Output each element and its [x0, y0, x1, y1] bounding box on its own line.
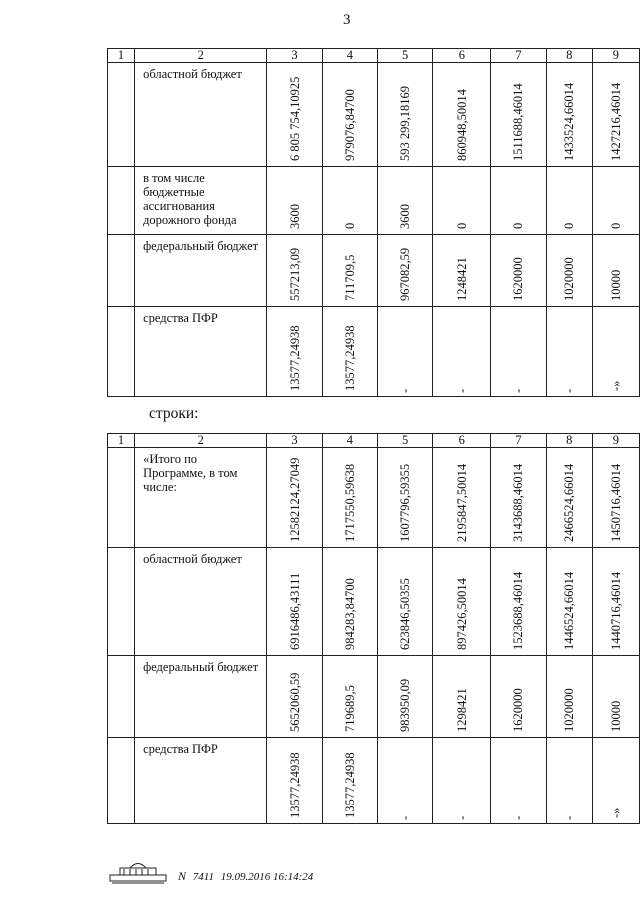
number-sign: N [178, 869, 187, 883]
value-text: 1298421 [454, 688, 469, 732]
value-text: -» [608, 807, 623, 818]
value-cell [433, 63, 491, 167]
document-datetime: 19.09.2016 16:14:24 [220, 871, 314, 883]
value-cell [546, 738, 592, 824]
row-number-cell [108, 548, 135, 656]
col-num-2: 2 [135, 434, 267, 448]
value-text: - [562, 815, 577, 820]
value-cell [546, 63, 592, 167]
value-text: 6 805 754,10925 [287, 76, 302, 161]
value-cell [322, 63, 377, 167]
value-cell [491, 63, 546, 167]
value-text: 1620000 [511, 257, 526, 301]
col-num-4: 4 [322, 434, 377, 448]
row-label: средства ПФР [135, 738, 267, 824]
ministry-seal-icon [108, 857, 168, 885]
value-text: 1248421 [454, 257, 469, 301]
value-text: 1511688,46014 [511, 83, 526, 161]
value-text: - [454, 815, 469, 820]
value-cell [267, 548, 322, 656]
value-text: 3600 [398, 204, 413, 229]
value-text: 593 299,18169 [398, 86, 413, 161]
value-cell [433, 307, 491, 397]
value-text: 1446524,66014 [562, 571, 577, 650]
value-cell [322, 235, 377, 307]
document-registration [178, 869, 313, 884]
value-text: 1717550,59638 [342, 463, 357, 542]
value-cell [433, 548, 491, 656]
value-text: 10000 [608, 700, 623, 732]
column-number-row [108, 49, 640, 63]
value-text: 1427216,46014 [608, 82, 623, 161]
value-text: 967082,59 [398, 247, 413, 301]
row-number-cell [108, 167, 135, 235]
value-text: 897426,50014 [454, 578, 469, 650]
value-text: 10000 [608, 269, 623, 301]
value-text: 3143688,46014 [511, 463, 526, 542]
value-text: - [511, 815, 526, 820]
value-text: 2466524,66014 [562, 463, 577, 542]
value-cell [378, 307, 433, 397]
value-cell [491, 307, 546, 397]
value-cell [377, 656, 432, 738]
value-cell [433, 448, 491, 548]
row-label: областной бюджет [135, 548, 267, 656]
value-text: 3600 [287, 204, 302, 229]
row-number-cell [108, 448, 135, 548]
value-text: 1020000 [562, 257, 577, 301]
col-num-2: 2 [135, 49, 267, 63]
value-text: 12582124,27049 [287, 457, 302, 542]
value-cell [267, 307, 322, 397]
value-cell [546, 448, 592, 548]
value-cell [322, 307, 377, 397]
value-cell [546, 235, 592, 307]
col-num-5: 5 [377, 434, 432, 448]
value-cell [377, 738, 432, 824]
col-num-8: 8 [546, 434, 592, 448]
value-text: 983950,09 [398, 678, 413, 732]
value-text: - [398, 815, 413, 820]
value-text: 719689,5 [342, 685, 357, 732]
value-text: 0 [562, 222, 577, 229]
value-cell [433, 738, 491, 824]
value-cell [592, 63, 639, 167]
col-num-4: 4 [322, 49, 377, 63]
table-row [108, 738, 640, 824]
value-cell [491, 167, 546, 235]
value-cell [433, 235, 491, 307]
value-cell [267, 448, 322, 548]
table-row [108, 448, 640, 548]
table-continuation [107, 48, 640, 397]
value-text: 5652060,59 [287, 672, 302, 732]
value-text: 1020000 [562, 688, 577, 732]
row-label: средства ПФР [135, 307, 267, 397]
value-cell [267, 738, 322, 824]
value-cell [546, 548, 592, 656]
table-row [108, 656, 640, 738]
column-number-row [108, 434, 640, 448]
value-text: 1523688,46014 [511, 571, 526, 650]
value-cell [592, 307, 639, 397]
value-text: 623846,50355 [398, 578, 413, 650]
value-text: 13577,24938 [287, 325, 302, 391]
value-text: 2195847,50014 [454, 463, 469, 542]
table-totals [107, 433, 640, 824]
value-text: 1450716,46014 [608, 463, 623, 542]
value-cell [267, 63, 322, 167]
value-cell [592, 448, 639, 548]
value-cell [433, 656, 491, 738]
col-num-3: 3 [267, 49, 322, 63]
col-num-6: 6 [433, 49, 491, 63]
row-label: областной бюджет [135, 63, 267, 167]
value-text: 711709,5 [342, 254, 357, 301]
row-number-cell [108, 656, 135, 738]
value-text: - [511, 388, 526, 393]
value-cell [491, 235, 546, 307]
value-cell [378, 167, 433, 235]
col-num-5: 5 [378, 49, 433, 63]
value-text: 860948,50014 [454, 89, 469, 161]
table-row [108, 548, 640, 656]
value-cell [546, 167, 592, 235]
value-cell [267, 656, 322, 738]
value-text: 1607796,59355 [398, 463, 413, 542]
page-number: 3 [343, 12, 351, 28]
value-text: 13577,24938 [342, 325, 357, 391]
value-cell [491, 738, 546, 824]
value-text: 0 [342, 222, 357, 229]
value-text: 1620000 [511, 688, 526, 732]
value-cell [322, 738, 377, 824]
col-num-1: 1 [108, 434, 135, 448]
table-row [108, 235, 640, 307]
row-label: в том числе бюджетные ассигнования дорожного фонда [135, 167, 267, 235]
value-cell [592, 235, 639, 307]
row-number-cell [108, 738, 135, 824]
col-num-3: 3 [267, 434, 322, 448]
value-text: - [562, 388, 577, 393]
value-cell [322, 167, 377, 235]
value-cell [267, 167, 322, 235]
value-cell [592, 738, 639, 824]
row-label: федеральный бюджет [135, 235, 267, 307]
col-num-1: 1 [108, 49, 135, 63]
row-label: «Итого по Программе, в том числе: [135, 448, 267, 548]
value-cell [377, 548, 432, 656]
value-cell [491, 448, 546, 548]
value-cell [322, 548, 377, 656]
col-num-7: 7 [491, 49, 546, 63]
value-text: 979076,84700 [342, 89, 357, 161]
value-text: 0 [608, 222, 623, 229]
value-cell [546, 307, 592, 397]
value-cell [378, 63, 433, 167]
table-row [108, 63, 640, 167]
value-cell [433, 167, 491, 235]
row-number-cell [108, 63, 135, 167]
table-row [108, 307, 640, 397]
row-number-cell [108, 307, 135, 397]
col-num-9: 9 [592, 434, 639, 448]
value-cell [491, 656, 546, 738]
value-cell [592, 167, 639, 235]
value-text: 0 [511, 222, 526, 229]
value-text: 13577,24938 [342, 752, 357, 818]
value-text: 1433524,66014 [562, 82, 577, 161]
row-label: федеральный бюджет [135, 656, 267, 738]
value-text: 6916486,43111 [287, 572, 302, 650]
value-cell [592, 656, 639, 738]
value-text: 1440716,46014 [608, 571, 623, 650]
section-word: строки: [149, 405, 199, 422]
document-number: 7411 [192, 871, 214, 883]
value-text: 557213,09 [287, 247, 302, 301]
value-text: 984283,84700 [342, 578, 357, 650]
value-text: - [454, 388, 469, 393]
value-cell [377, 448, 432, 548]
value-text: 0 [454, 222, 469, 229]
value-cell [491, 548, 546, 656]
value-cell [322, 656, 377, 738]
row-number-cell [108, 235, 135, 307]
table-row [108, 167, 640, 235]
value-cell [378, 235, 433, 307]
col-num-7: 7 [491, 434, 546, 448]
value-text: 13577,24938 [287, 752, 302, 818]
col-num-8: 8 [546, 49, 592, 63]
value-cell [592, 548, 639, 656]
value-text: -» [608, 380, 623, 391]
col-num-9: 9 [592, 49, 639, 63]
value-text: - [398, 388, 413, 393]
value-cell [322, 448, 377, 548]
value-cell [546, 656, 592, 738]
col-num-6: 6 [433, 434, 491, 448]
value-cell [267, 235, 322, 307]
